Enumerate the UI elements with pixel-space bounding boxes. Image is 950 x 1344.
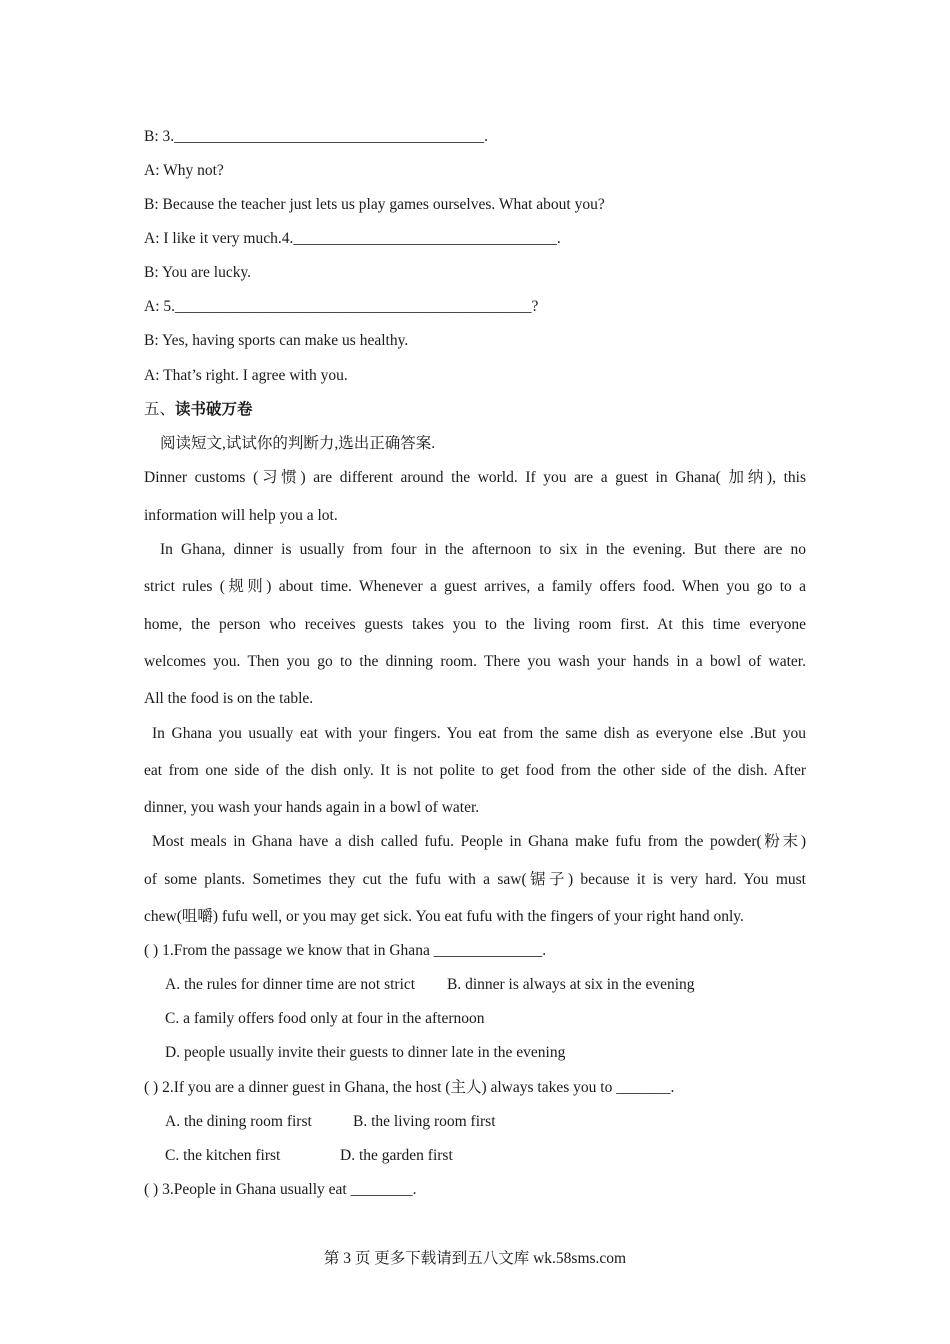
section-heading [144,400,253,420]
option-b: B. the living room first [353,1113,496,1130]
passage-line: Dinner customs (习惯) are different around the world. If you are a guest in Ghana( 加纳), this [144,469,806,486]
option-d: D. the garden first [340,1147,453,1164]
section-title: 读书破万卷 [175,401,253,418]
page-footer: 第 3 页 更多下载请到五八文库 wk.58sms.com [323,1250,627,1267]
passage-line: Most meals in Ghana have a dish called fufu. People in Ghana make fufu from the powder(粉末) [152,833,806,850]
question-stem: ( ) 2.If you are a dinner guest in Ghana, the host (主人) always takes you to _______. [144,1079,675,1096]
dialogue-line: A: Why not? [144,162,224,179]
section-number: 五、 [144,401,176,418]
question-stem: ( ) 3.People in Ghana usually eat ________. [144,1181,417,1198]
passage-line: In Ghana you usually eat with your fingers. You eat from the same dish as everyone else .But you [152,725,806,742]
passage-line: of some plants. Sometimes they cut the fufu with a saw(锯子) because it is very hard. You must [144,871,806,888]
option-d: D. people usually invite their guests to dinner late in the evening [165,1044,566,1061]
option-c: C. a family offers food only at four in the afternoon [165,1010,485,1027]
passage-line: In Ghana, dinner is usually from four in the afternoon to six in the evening. But there are no [160,541,806,558]
passage-line: information will help you a lot. [144,507,338,524]
passage-line: strict rules (规则) about time. Whenever a guest arrives, a family offers food. When you go to a [144,578,806,595]
passage-line: home, the person who receives guests takes you to the living room first. At this time everyone [144,616,806,633]
dialogue-line: B: 3.________________________________________. [144,128,489,145]
dialogue-line: B: Because the teacher just lets us play games ourselves. What about you? [144,196,605,213]
passage-line: All the food is on the table. [144,690,314,707]
dialogue-line: B: You are lucky. [144,264,252,281]
passage-line: eat from one side of the dish only. It is not polite to get food from the other side of the dish. After [144,762,806,779]
dialogue-line: B: Yes, having sports can make us healthy. [144,332,409,349]
option-c: C. the kitchen first [165,1147,281,1164]
option-b: B. dinner is always at six in the evening [447,976,695,993]
passage-line: dinner, you wash your hands again in a bowl of water. [144,799,480,816]
option-a: A. the dining room first [165,1113,312,1130]
passage-line: chew(咀嚼) fufu well, or you may get sick. You eat fufu with the fingers of your right hand only. [144,908,744,925]
dialogue-line: A: 5.______________________________________________? [144,298,539,315]
dialogue-line: A: That’s right. I agree with you. [144,367,348,384]
passage-line: welcomes you. Then you go to the dinning room. There you wash your hands in a bowl of water. [144,653,806,670]
option-a: A. the rules for dinner time are not strict [165,976,416,993]
dialogue-line: A: I like it very much.4.__________________________________. [144,230,561,247]
question-stem: ( ) 1.From the passage we know that in Ghana ______________. [144,942,547,959]
section-instruction: 阅读短文,试试你的判断力,选出正确答案. [160,435,436,452]
